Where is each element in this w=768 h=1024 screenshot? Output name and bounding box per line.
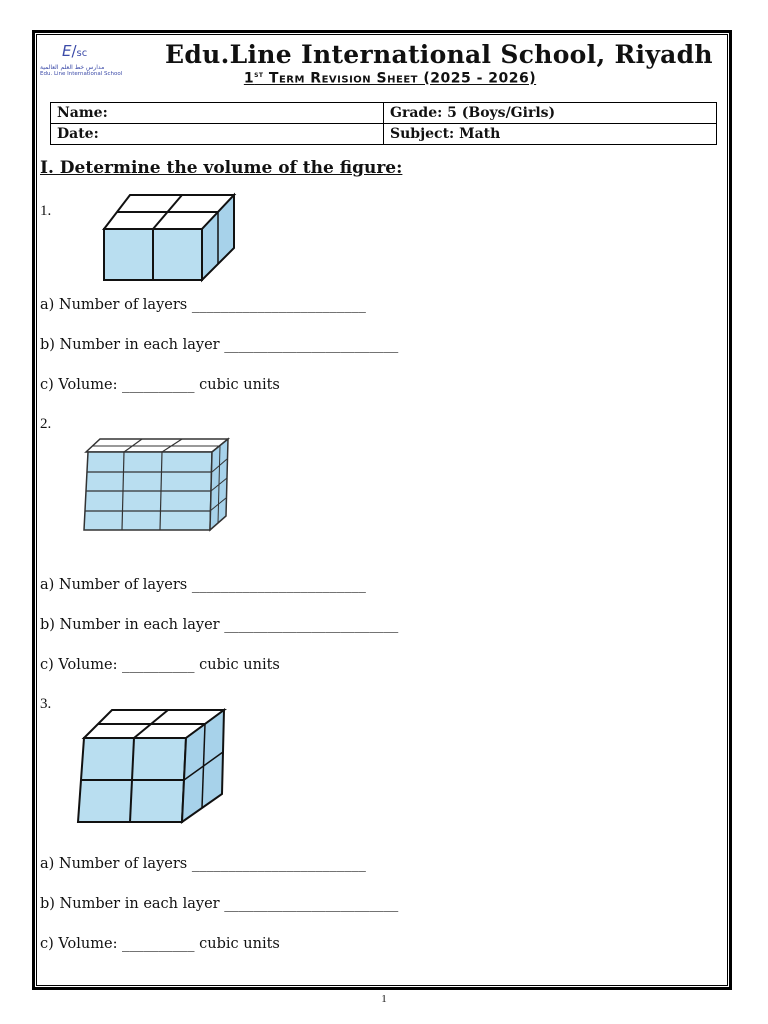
question-2-number: 2. xyxy=(40,416,52,432)
question-2-each-layer[interactable]: b) Number in each layer ________________________ xyxy=(40,617,399,633)
question-3-volume[interactable]: c) Volume: __________ cubic units xyxy=(40,936,280,952)
question-3-each-layer[interactable]: b) Number in each layer ________________________ xyxy=(40,896,399,912)
section-heading: I. Determine the volume of the figure: xyxy=(40,158,403,178)
figure-1-cube xyxy=(100,192,240,288)
student-info-table xyxy=(50,102,717,145)
date-field[interactable]: Date: xyxy=(51,124,384,145)
school-title: Edu.Line International School, Riyadh xyxy=(165,40,713,69)
school-logo xyxy=(40,42,135,80)
grade-field: Grade: 5 (Boys/Girls) xyxy=(384,103,717,124)
question-3-number: 3. xyxy=(40,696,52,712)
name-field[interactable]: Name: xyxy=(51,103,384,124)
question-1-volume[interactable]: c) Volume: __________ cubic units xyxy=(40,377,280,393)
figure-2-prism xyxy=(82,436,232,536)
question-2-volume[interactable]: c) Volume: __________ cubic units xyxy=(40,657,280,673)
question-1-layers[interactable]: a) Number of layers ________________________ xyxy=(40,297,366,313)
figure-3-cube xyxy=(76,706,228,828)
logo-mark: E/sc xyxy=(62,42,88,60)
logo-english-text: Edu. Line International School xyxy=(40,71,123,77)
question-1-each-layer[interactable]: b) Number in each layer ________________________ xyxy=(40,337,399,353)
question-3-layers[interactable]: a) Number of layers ________________________ xyxy=(40,856,366,872)
question-2-layers[interactable]: a) Number of layers ________________________ xyxy=(40,577,366,593)
subject-field: Subject: Math xyxy=(384,124,717,145)
logo-arabic-text: مدارس خط العلم العالمية xyxy=(40,64,105,71)
term-title: 1st Term Revision Sheet (2025 - 2026) xyxy=(243,70,537,87)
page-number: 1 xyxy=(381,993,387,1005)
question-1-number: 1. xyxy=(40,203,52,219)
